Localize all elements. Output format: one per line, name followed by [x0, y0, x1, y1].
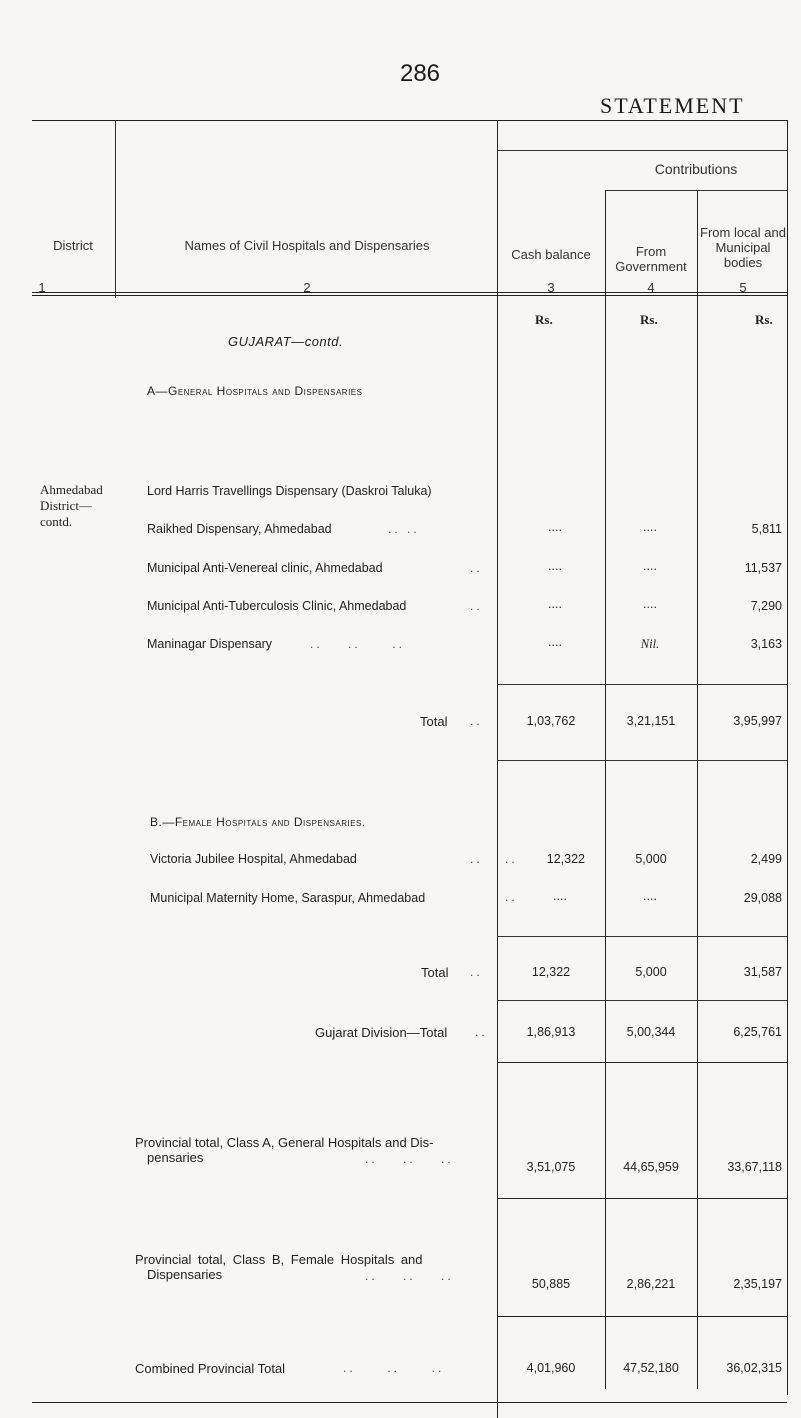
row-a-2-local: 5,811: [751, 522, 782, 536]
row-a-4-cash: ....: [548, 597, 562, 611]
column-divider-4: [697, 190, 698, 1389]
header-govt: From Government: [615, 244, 687, 274]
header-local-num: 5: [739, 280, 747, 295]
row-b-1-govt: 5,000: [635, 852, 667, 866]
row-a-5-cash: ....: [548, 635, 562, 649]
total-a-cash: 1,03,762: [526, 714, 576, 728]
total-b-cash: 12,322: [531, 965, 571, 979]
prov-a-label-1: Provincial total, Class A, General Hospitals and Dis-: [135, 1135, 434, 1150]
header-cash: Cash balance: [511, 247, 591, 262]
table-bottom-rule: [32, 1402, 787, 1403]
row-b-1-local: 2,499: [750, 852, 782, 866]
total-b-local: 31,587: [743, 965, 782, 979]
gujarat-total-local: 6,25,761: [733, 1025, 782, 1039]
table-top-rule: [32, 120, 787, 121]
row-a-4-name: Municipal Anti-Tuberculosis Clinic, Ahmedabad: [147, 599, 407, 613]
prov-a-govt: 44,65,959: [623, 1160, 679, 1174]
right-edge: [787, 120, 788, 1395]
row-b-2-local: 29,088: [743, 891, 782, 905]
total-a-label: Total: [420, 714, 448, 729]
combined-local: 36,02,315: [726, 1361, 782, 1375]
total-a-local: 3,95,997: [733, 714, 782, 728]
combined-govt: 47,52,180: [623, 1361, 679, 1375]
prov-a-label-2: pensaries: [147, 1150, 204, 1165]
row-a-3-name: Municipal Anti-Venereal clinic, Ahmedabad: [147, 561, 383, 575]
gujarat-total-govt: 5,00,344: [626, 1025, 676, 1039]
row-a-4-govt: ....: [643, 597, 657, 611]
total-a-govt: 3,21,151: [626, 714, 676, 728]
row-a-4-local: 7,290: [750, 599, 782, 613]
section-b-title: B.—Female Hospitals and Dispensaries.: [150, 815, 366, 829]
header-cash-num: 3: [547, 280, 555, 295]
row-b-2-name: Municipal Maternity Home, Saraspur, Ahmedabad: [150, 891, 426, 905]
prov-b-cash: 50,885: [531, 1277, 571, 1291]
header-contributions: Contributions: [654, 161, 738, 177]
row-a-5-local: 3,163: [750, 637, 782, 651]
row-b-2-govt: ....: [643, 889, 657, 903]
row-a-3-cash: ....: [548, 559, 562, 573]
page-number: 286: [399, 60, 441, 87]
row-a-2-govt: ....: [643, 520, 657, 534]
prov-b-label-2: Dispensaries: [147, 1267, 223, 1282]
row-a-3-govt: ....: [643, 559, 657, 573]
currency-local: Rs.: [755, 312, 773, 327]
prov-a-local: 33,67,118: [727, 1160, 782, 1174]
row-a-1-name: Lord Harris Travellings Dispensary (Daskroi Taluka): [147, 484, 432, 498]
header-district-num: 1: [38, 280, 46, 295]
combined-cash: 4,01,960: [526, 1361, 576, 1375]
prov-b-local: 2,35,197: [733, 1277, 782, 1291]
district-label: Ahmedabad District— contd.: [40, 482, 103, 529]
row-b-1-name: Victoria Jubilee Hospital, Ahmedabad: [150, 852, 357, 866]
header-district: District: [53, 238, 93, 253]
row-b-1-cash: 12,322: [546, 852, 585, 866]
statement-heading: STATEMENT: [600, 93, 745, 118]
prov-a-cash: 3,51,075: [526, 1160, 576, 1174]
header-names: Names of Civil Hospitals and Dispensaries: [184, 238, 430, 253]
total-b-govt: 5,000: [635, 965, 667, 979]
prov-b-label-1: Provincial total, Class B, Female Hospitals and: [135, 1252, 423, 1267]
row-a-5-govt: Nil.: [640, 637, 660, 651]
row-a-2-cash: ....: [548, 520, 562, 534]
column-divider-2: [497, 120, 498, 1418]
gujarat-total-cash: 1,86,913: [526, 1025, 576, 1039]
section-title: GUJARAT—contd.: [228, 334, 344, 349]
currency-govt: Rs.: [640, 312, 658, 327]
combined-label: Combined Provincial Total: [135, 1361, 286, 1376]
header-govt-num: 4: [647, 280, 655, 295]
row-a-5-name: Maninagar Dispensary: [147, 637, 273, 651]
header-names-num: 2: [303, 280, 311, 295]
total-b-label: Total: [421, 965, 449, 980]
section-a-title: A—General Hospitals and Dispensaries: [147, 384, 363, 398]
prov-b-govt: 2,86,221: [626, 1277, 676, 1291]
column-divider-3: [605, 190, 606, 1389]
row-a-3-local: 11,537: [744, 561, 782, 575]
gujarat-total-label: Gujarat Division—Total: [315, 1025, 448, 1040]
row-a-2-name: Raikhed Dispensary, Ahmedabad: [147, 522, 332, 536]
row-b-2-cash: ....: [553, 889, 567, 903]
currency-cash: Rs.: [535, 312, 553, 327]
header-local: From local and Municipal bodies: [700, 225, 786, 270]
